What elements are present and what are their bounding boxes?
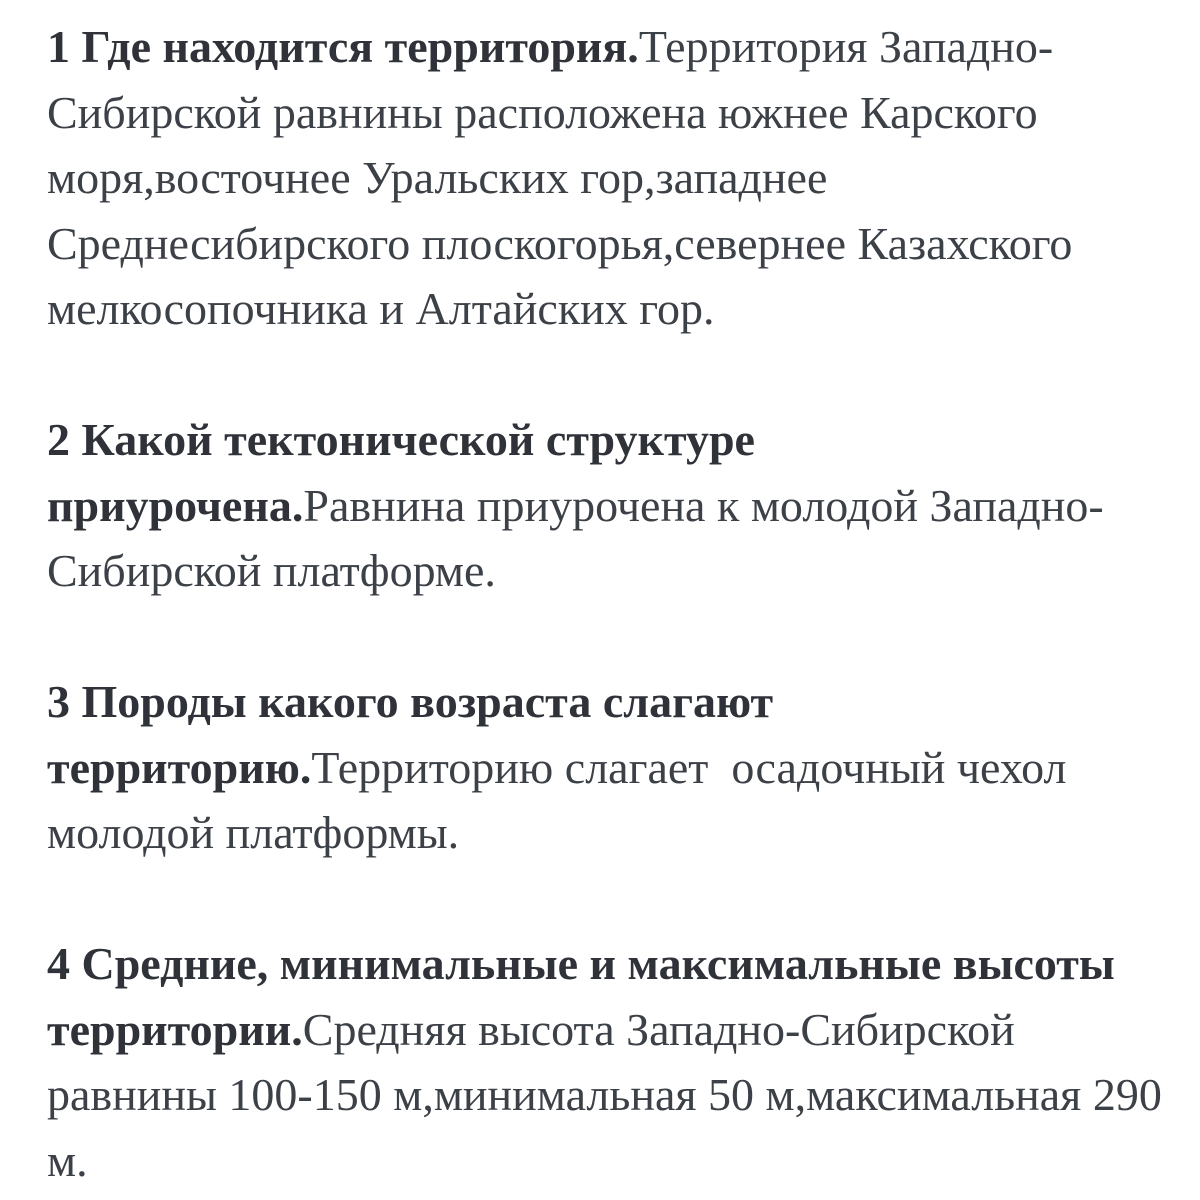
question-heading: 2 Какой тектонической структуре приурочена. bbox=[47, 414, 767, 531]
answer-text: Средняя высота Западно-Сибирской равнины 100-150 м,минимальная 50 м,максимальная 290 м. bbox=[47, 1003, 1174, 1186]
answer-text: Территорию слагает осадочный чехол молодой платформы. bbox=[47, 741, 1078, 858]
answer-text: Равнина приурочена к молодой Западно-Сибирской платформе. bbox=[47, 479, 1104, 596]
answer-text: Территория Западно-Сибирской равнины расположена южнее Карского моря,восточнее Уральских гор,западнее Среднесибирского плоскогорья,севернее Казахского мелкосопочника и Алтайских гор. bbox=[47, 21, 1084, 334]
question-heading: 3 Породы какого возраста слагают территорию. bbox=[47, 676, 785, 793]
question-heading: 1 Где находится территория. bbox=[47, 21, 639, 72]
section-tectonic-structure bbox=[47, 407, 1177, 604]
section-elevations bbox=[47, 931, 1177, 1193]
question-heading: 4 Средние, минимальные и максимальные высоты территории. bbox=[47, 938, 1127, 1055]
section-location bbox=[47, 14, 1177, 342]
section-rock-age bbox=[47, 669, 1177, 866]
document-text bbox=[47, 14, 1177, 1193]
